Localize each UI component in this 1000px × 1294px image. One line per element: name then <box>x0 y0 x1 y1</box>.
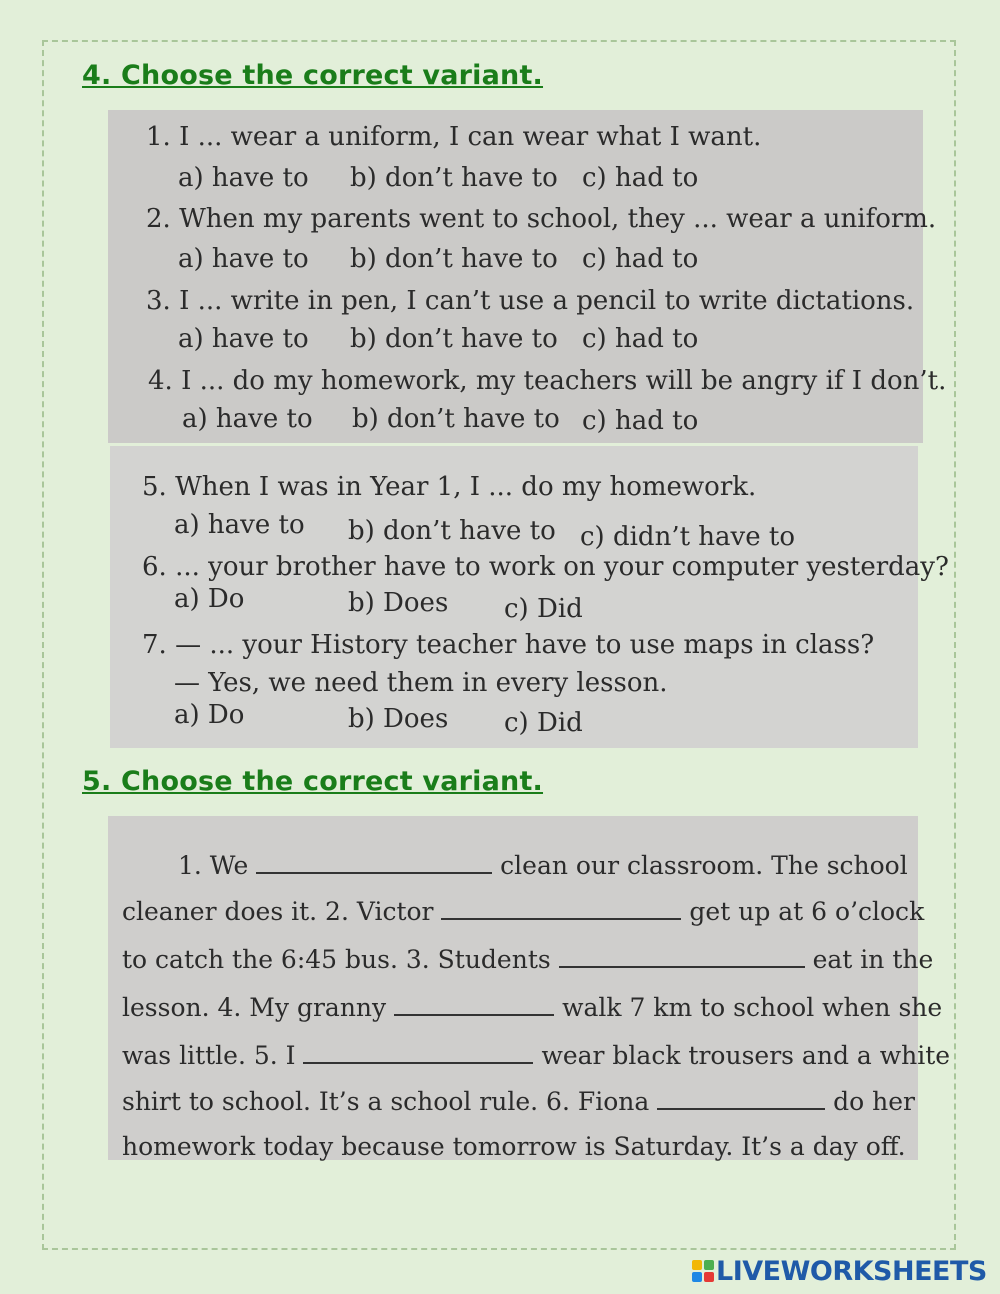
option-7c: c) Did <box>504 708 583 738</box>
text-line-5 <box>122 1040 950 1071</box>
option-5b: b) don’t have to <box>348 516 556 546</box>
text-line-6-before: shirt to school. It’s a school rule. 6. Fiona <box>122 1087 650 1116</box>
option-5a: a) have to <box>174 510 305 540</box>
option-3b: b) don’t have to <box>350 324 558 354</box>
blank-4[interactable] <box>394 992 554 1016</box>
text-line-4-after: walk 7 km to school when she <box>562 993 943 1022</box>
text-line-5-after: wear black trousers and a white <box>541 1041 951 1070</box>
exercise-photo-1 <box>108 110 947 443</box>
text-line-1-before: 1. We <box>178 851 249 880</box>
blank-6[interactable] <box>657 1086 825 1110</box>
blank-3[interactable] <box>559 944 805 968</box>
liveworksheets-logo-icon <box>692 1260 714 1282</box>
text-line-7 <box>122 1132 906 1162</box>
blank-1[interactable] <box>256 850 492 874</box>
question-6: 6. ... your brother have to work on your computer yesterday? <box>142 552 949 582</box>
option-4c: c) had to <box>582 406 699 436</box>
option-2c: c) had to <box>582 244 699 274</box>
text-line-6-after: do her <box>833 1087 916 1116</box>
question-5: 5. When I was in Year 1, I ... do my homework. <box>142 472 757 502</box>
option-2b: b) don’t have to <box>350 244 558 274</box>
option-1a: a) have to <box>178 163 309 193</box>
text-line-2-before: cleaner does it. 2. Victor <box>122 897 434 926</box>
text-line-3 <box>122 944 933 975</box>
question-3: 3. I ... write in pen, I can’t use a pencil to write dictations. <box>146 286 915 316</box>
option-6c: c) Did <box>504 594 583 624</box>
option-4b: b) don’t have to <box>352 404 560 434</box>
text-line-5-before: was little. 5. I <box>122 1041 296 1070</box>
liveworksheets-logo-text: LIVEWORKSHEETS <box>716 1255 987 1287</box>
question-2: 2. When my parents went to school, they ... wear a uniform. <box>146 204 937 234</box>
option-6a: a) Do <box>174 584 245 614</box>
option-3c: c) had to <box>582 324 699 354</box>
section-4-heading: 4. Choose the correct variant. <box>82 60 544 91</box>
question-7: 7. — ... your History teacher have to use maps in class? <box>142 630 875 660</box>
text-line-2-after: get up at 6 o’clock <box>689 897 925 926</box>
text-line-1 <box>178 850 908 881</box>
exercise-photo-3 <box>108 816 951 1161</box>
option-3a: a) have to <box>178 324 309 354</box>
option-4a: a) have to <box>182 404 313 434</box>
option-2a: a) have to <box>178 244 309 274</box>
option-6b: b) Does <box>348 588 449 618</box>
liveworksheets-logo <box>692 1256 987 1286</box>
question-7-answer: — Yes, we need them in every lesson. <box>174 668 668 698</box>
blank-5[interactable] <box>303 1040 533 1064</box>
option-1c: c) had to <box>582 163 699 193</box>
question-4: 4. I ... do my homework, my teachers will be angry if I don’t. <box>148 366 947 396</box>
option-7a: a) Do <box>174 700 245 730</box>
text-line-6 <box>122 1086 915 1117</box>
text-line-1-after: clean our classroom. The school <box>500 851 908 880</box>
text-line-3-before: to catch the 6:45 bus. 3. Students <box>122 945 551 974</box>
exercise-photo-2 <box>110 446 949 748</box>
section-5-heading: 5. Choose the correct variant. <box>82 766 544 797</box>
text-line-4-before: lesson. 4. My granny <box>122 993 387 1022</box>
text-line-3-after: eat in the <box>812 945 934 974</box>
option-5c: c) didn’t have to <box>580 522 795 552</box>
blank-2[interactable] <box>441 896 681 920</box>
option-7b: b) Does <box>348 704 449 734</box>
question-1: 1. I ... wear a uniform, I can wear what I want. <box>146 122 762 152</box>
option-1b: b) don’t have to <box>350 163 558 193</box>
text-line-7-before: homework today because tomorrow is Saturday. It’s a day off. <box>122 1132 906 1161</box>
text-line-2 <box>122 896 924 927</box>
text-line-4 <box>122 992 942 1023</box>
